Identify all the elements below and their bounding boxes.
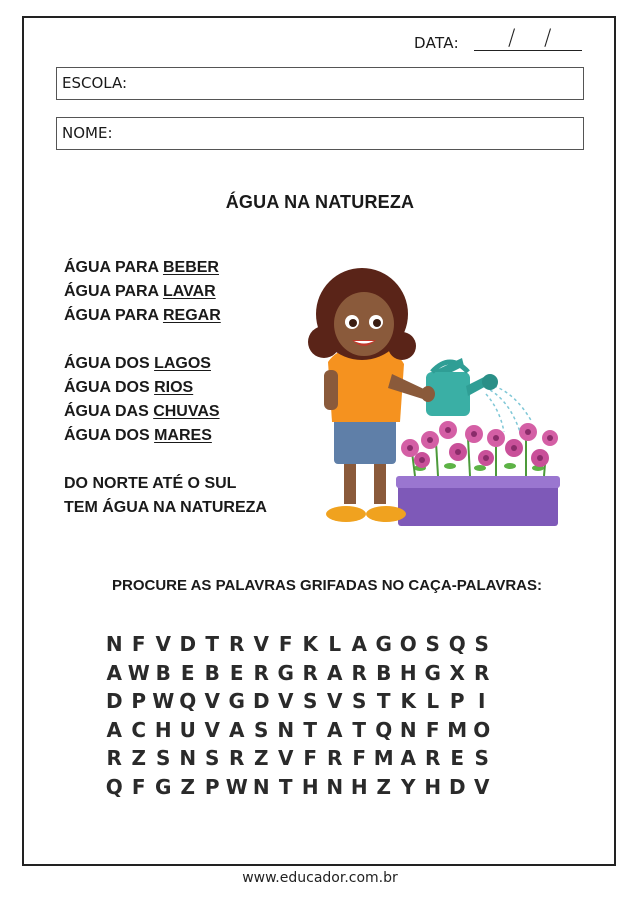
grid-letter[interactable]: V	[278, 689, 294, 714]
grid-letter[interactable]: S	[303, 689, 318, 714]
grid-letter[interactable]: O	[399, 632, 417, 657]
name-label: NOME:	[62, 124, 113, 142]
grid-letter[interactable]: B	[376, 660, 392, 685]
grid-letter[interactable]: Q	[105, 774, 123, 799]
grid-letter[interactable]: Z	[253, 746, 269, 771]
poem-line-prefix: ÁGUA DOS	[64, 427, 155, 444]
grid-row	[102, 716, 494, 745]
grid-letter[interactable]: F	[278, 632, 293, 657]
grid-row	[102, 773, 494, 802]
grid-letter[interactable]: Q	[375, 717, 393, 742]
highlighted-word: MARES	[154, 427, 212, 444]
grid-letter[interactable]: N	[252, 774, 270, 799]
grid-letter[interactable]: T	[278, 774, 293, 799]
date-label: DATA:	[414, 34, 459, 52]
highlighted-word: RIOS	[154, 379, 194, 396]
grid-letter[interactable]: R	[106, 746, 122, 771]
grid-letter[interactable]: E	[180, 660, 195, 685]
date-slash-2: /	[544, 26, 552, 51]
highlighted-word: BEBER	[162, 259, 219, 276]
school-field[interactable]	[56, 67, 584, 100]
flower-icon	[401, 421, 558, 468]
grid-letter[interactable]: V	[155, 632, 171, 657]
grid-letter[interactable]: F	[352, 746, 367, 771]
grid-letter[interactable]: K	[400, 689, 416, 714]
grid-letter[interactable]: G	[228, 689, 245, 714]
grid-letter[interactable]: S	[254, 717, 269, 742]
grid-row	[102, 744, 494, 773]
grid-letter[interactable]: B	[204, 660, 220, 685]
grid-letter[interactable]: S	[352, 689, 367, 714]
grid-letter[interactable]: K	[302, 632, 318, 657]
grid-letter[interactable]: G	[277, 660, 294, 685]
grid-letter[interactable]: A	[400, 746, 416, 771]
grid-letter[interactable]: L	[328, 632, 342, 657]
grid-letter[interactable]: N	[105, 632, 123, 657]
grid-letter[interactable]: S	[425, 632, 440, 657]
date-slash-1: /	[508, 26, 516, 51]
grid-letter[interactable]: T	[205, 632, 220, 657]
grid-letter[interactable]: Q	[448, 632, 466, 657]
grid-letter[interactable]: H	[301, 774, 319, 799]
grid-letter[interactable]: W	[152, 689, 175, 714]
grid-letter[interactable]: H	[350, 774, 368, 799]
grid-letter[interactable]: V	[253, 632, 269, 657]
grid-letter[interactable]: N	[326, 774, 344, 799]
grid-letter[interactable]: H	[154, 717, 172, 742]
grid-letter[interactable]: E	[450, 746, 465, 771]
grid-letter[interactable]: F	[131, 774, 146, 799]
grid-letter[interactable]: T	[376, 689, 391, 714]
grid-letter[interactable]: V	[204, 689, 220, 714]
poem-line	[64, 376, 267, 400]
grid-letter[interactable]: S	[156, 746, 171, 771]
grid-letter[interactable]: E	[229, 660, 244, 685]
grid-letter[interactable]: G	[424, 660, 441, 685]
grid-letter[interactable]: R	[474, 660, 490, 685]
date-field[interactable]	[414, 26, 552, 52]
grid-letter[interactable]: T	[303, 717, 318, 742]
grid-letter[interactable]: R	[425, 746, 441, 771]
grid-letter[interactable]: V	[327, 689, 343, 714]
poem-line-prefix: ÁGUA DOS	[64, 379, 155, 396]
grid-letter[interactable]: R	[229, 746, 245, 771]
poem-line	[64, 400, 267, 424]
grid-letter[interactable]: A	[327, 717, 343, 742]
instruction-text: PROCURE AS PALAVRAS GRIFADAS NO CAÇA-PALAVRAS:	[111, 577, 542, 594]
grid-letter[interactable]: A	[106, 660, 122, 685]
grid-letter[interactable]: X	[449, 660, 465, 685]
grid-letter[interactable]: V	[204, 717, 220, 742]
grid-letter[interactable]: U	[179, 717, 196, 742]
watering-can-icon	[426, 358, 498, 416]
page-title: ÁGUA NA NATUREZA	[225, 192, 415, 212]
grid-letter[interactable]: R	[351, 660, 367, 685]
grid-row	[102, 687, 494, 716]
grid-letter[interactable]: A	[327, 660, 343, 685]
poem-line: DO NORTE ATÉ O SUL	[64, 475, 237, 492]
poem-stanza-3	[64, 472, 267, 520]
grid-letter[interactable]: M	[373, 746, 394, 771]
grid-letter[interactable]: M	[447, 717, 468, 742]
grid-letter[interactable]: I	[478, 689, 486, 714]
grid-letter[interactable]: V	[278, 746, 294, 771]
poem	[64, 256, 267, 520]
grid-letter[interactable]: Q	[179, 689, 197, 714]
grid-letter[interactable]: Z	[376, 774, 391, 799]
grid-letter[interactable]: D	[448, 774, 466, 799]
school-label: ESCOLA:	[62, 74, 128, 92]
grid-letter[interactable]: G	[155, 774, 172, 799]
poem-line-prefix: ÁGUA PARA	[64, 283, 163, 300]
grid-letter[interactable]: R	[302, 660, 318, 685]
grid-letter[interactable]: C	[131, 717, 147, 742]
grid-letter[interactable]: R	[253, 660, 269, 685]
grid-letter[interactable]: W	[127, 660, 150, 685]
grid-letter[interactable]: H	[424, 774, 442, 799]
grid-letter[interactable]: B	[155, 660, 171, 685]
poem-line	[64, 304, 267, 328]
poem-line-prefix: ÁGUA DOS	[64, 355, 155, 372]
grid-letter[interactable]: Y	[401, 774, 416, 799]
grid-letter[interactable]: H	[399, 660, 417, 685]
poem-line	[64, 280, 267, 304]
poem-line: TEM ÁGUA NA NATUREZA	[64, 499, 267, 516]
highlighted-word: REGAR	[162, 307, 221, 324]
word-search-grid[interactable]	[102, 630, 494, 801]
poem-line-prefix: ÁGUA PARA	[64, 307, 163, 324]
grid-letter[interactable]: R	[327, 746, 343, 771]
poem-line-prefix: ÁGUA PARA	[64, 259, 163, 276]
grid-letter[interactable]: F	[131, 632, 146, 657]
grid-letter[interactable]: N	[179, 746, 197, 771]
grid-letter[interactable]: P	[449, 689, 465, 714]
grid-letter[interactable]: D	[105, 689, 123, 714]
poem-line	[64, 424, 267, 448]
grid-letter[interactable]: N	[399, 717, 417, 742]
poem-line	[64, 352, 267, 376]
grid-letter[interactable]: Z	[180, 774, 195, 799]
grid-letter[interactable]: S	[474, 632, 489, 657]
highlighted-word: LAGOS	[154, 355, 211, 372]
grid-letter[interactable]: G	[375, 632, 392, 657]
footer-url[interactable]: www.educador.com.br	[242, 870, 398, 886]
grid-row	[102, 659, 494, 688]
highlighted-word: CHUVAS	[153, 403, 220, 420]
highlighted-word: LAVAR	[162, 283, 216, 300]
grid-letter[interactable]: P	[204, 774, 220, 799]
grid-letter[interactable]: S	[205, 746, 220, 771]
grid-letter[interactable]: L	[426, 689, 440, 714]
grid-letter[interactable]: A	[351, 632, 367, 657]
grid-letter[interactable]: A	[106, 717, 122, 742]
grid-letter[interactable]: V	[474, 774, 490, 799]
grid-letter[interactable]: D	[252, 689, 270, 714]
grid-letter[interactable]: Z	[131, 746, 146, 771]
girl-watering-flowers-icon	[300, 262, 562, 528]
grid-letter[interactable]: N	[277, 717, 295, 742]
grid-letter[interactable]: R	[229, 632, 245, 657]
grid-letter[interactable]: S	[474, 746, 489, 771]
grid-row	[102, 630, 494, 659]
poem-line	[64, 256, 267, 280]
poem-line-prefix: ÁGUA DAS	[64, 403, 154, 420]
grid-letter[interactable]: W	[225, 774, 248, 799]
grid-letter[interactable]: O	[473, 717, 491, 742]
grid-letter[interactable]: F	[303, 746, 318, 771]
poem-stanza-1	[64, 256, 267, 328]
grid-letter[interactable]: T	[352, 717, 367, 742]
grid-letter[interactable]: P	[131, 689, 147, 714]
grid-letter[interactable]: F	[425, 717, 440, 742]
date-line	[474, 50, 582, 51]
name-field[interactable]	[56, 117, 584, 150]
grid-letter[interactable]: D	[179, 632, 197, 657]
poem-stanza-2	[64, 352, 267, 448]
grid-letter[interactable]: A	[229, 717, 245, 742]
